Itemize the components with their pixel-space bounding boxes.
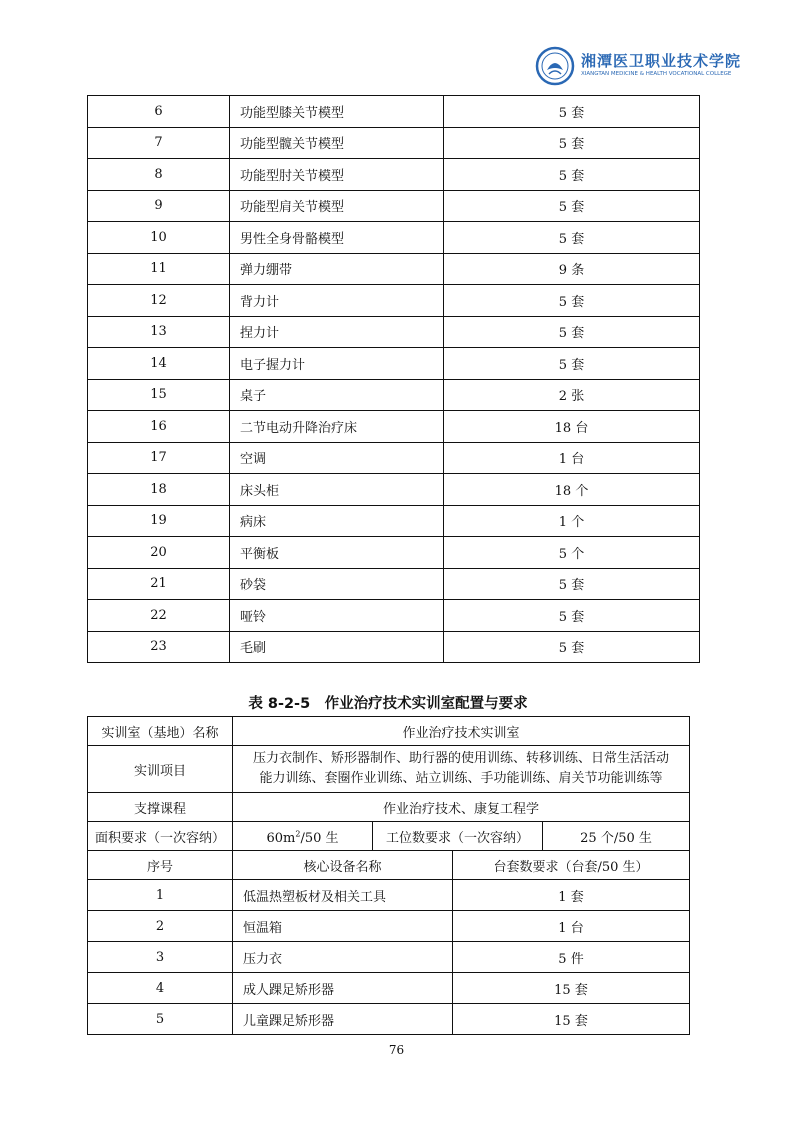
table-row	[88, 411, 700, 443]
equipment-name: 成人踝足矫形器	[233, 973, 453, 1004]
equipment-quantity: 5 件	[453, 942, 690, 973]
table-row	[88, 316, 700, 348]
table-row	[88, 537, 700, 569]
row-number: 23	[88, 631, 230, 663]
table-row	[88, 880, 690, 911]
equipment-quantity: 15 套	[453, 973, 690, 1004]
equipment-name: 男性全身骨骼模型	[230, 222, 444, 254]
table-row	[88, 793, 690, 822]
college-emblem-icon	[535, 46, 575, 86]
equipment-quantity: 5 个	[444, 537, 700, 569]
row-number: 20	[88, 537, 230, 569]
area-label: 面积要求（一次容纳）	[88, 822, 233, 851]
table-row	[88, 159, 700, 191]
table-row	[88, 505, 700, 537]
area-value	[233, 822, 373, 851]
equipment-name: 恒温箱	[233, 911, 453, 942]
row-number: 18	[88, 474, 230, 506]
table-row	[88, 822, 690, 851]
row-number: 16	[88, 411, 230, 443]
equipment-quantity: 5 套	[444, 285, 700, 317]
equipment-name: 二节电动升降治疗床	[230, 411, 444, 443]
row-number: 6	[88, 96, 230, 128]
table-caption: 表 8-2-5 作业治疗技术实训室配置与要求	[248, 696, 528, 712]
project-line-2: 能力训练、套圈作业训练、站立训练、手功能训练、肩关节功能训练等	[259, 771, 663, 786]
equipment-name: 弹力绷带	[230, 253, 444, 285]
area-superscript: 2	[295, 829, 301, 839]
equipment-name: 砂袋	[230, 568, 444, 600]
table-row	[88, 285, 700, 317]
col-header-no: 序号	[88, 851, 233, 880]
table-row	[88, 253, 700, 285]
project-line-1: 压力衣制作、矫形器制作、助行器的使用训练、转移训练、日常生活活动	[253, 751, 670, 766]
table-row	[88, 379, 700, 411]
table-row	[88, 442, 700, 474]
equipment-name: 毛刷	[230, 631, 444, 663]
course-label: 支撑课程	[88, 793, 233, 822]
project-label: 实训项目	[88, 746, 233, 793]
row-number: 9	[88, 190, 230, 222]
equipment-table-continued	[87, 95, 700, 663]
equipment-name: 电子握力计	[230, 348, 444, 380]
equipment-quantity: 5 套	[444, 600, 700, 632]
table-row	[88, 1004, 690, 1035]
equipment-name: 床头柜	[230, 474, 444, 506]
equipment-quantity: 15 套	[453, 1004, 690, 1035]
table-row	[88, 568, 700, 600]
area-number: 60m	[266, 830, 296, 846]
equipment-quantity: 2 张	[444, 379, 700, 411]
equipment-name: 平衡板	[230, 537, 444, 569]
equipment-quantity: 1 台	[444, 442, 700, 474]
equipment-quantity: 5 套	[444, 348, 700, 380]
row-number: 15	[88, 379, 230, 411]
row-number: 8	[88, 159, 230, 191]
equipment-quantity: 5 套	[444, 222, 700, 254]
table-row	[88, 746, 690, 793]
table-header-row	[88, 851, 690, 880]
row-number: 17	[88, 442, 230, 474]
row-number: 7	[88, 127, 230, 159]
equipment-quantity: 5 套	[444, 96, 700, 128]
equipment-name: 压力衣	[233, 942, 453, 973]
equipment-name: 背力计	[230, 285, 444, 317]
table-row	[88, 911, 690, 942]
row-number: 14	[88, 348, 230, 380]
college-logo	[535, 44, 775, 88]
table-row	[88, 348, 700, 380]
row-number: 13	[88, 316, 230, 348]
table-row	[88, 127, 700, 159]
equipment-name: 功能型肘关节模型	[230, 159, 444, 191]
row-number: 1	[88, 880, 233, 911]
table-row	[88, 631, 700, 663]
col-header-qty: 台套数要求（台套/50 生）	[453, 851, 690, 880]
equipment-name: 哑铃	[230, 600, 444, 632]
row-number: 19	[88, 505, 230, 537]
equipment-quantity: 9 条	[444, 253, 700, 285]
college-name: 湘潭医卫职业技术学院	[581, 52, 742, 70]
equipment-quantity: 5 套	[444, 127, 700, 159]
room-value: 作业治疗技术实训室	[233, 717, 690, 746]
equipment-quantity: 1 台	[453, 911, 690, 942]
row-number: 3	[88, 942, 233, 973]
table-row	[88, 973, 690, 1004]
equipment-name: 病床	[230, 505, 444, 537]
project-value	[233, 746, 690, 793]
station-label: 工位数要求（一次容纳）	[373, 822, 543, 851]
college-name-en: XIANGTAN MEDICINE & HEALTH VOCATIONAL COLLEGE	[581, 71, 732, 77]
row-number: 5	[88, 1004, 233, 1035]
equipment-quantity: 5 套	[444, 159, 700, 191]
course-value: 作业治疗技术、康复工程学	[233, 793, 690, 822]
row-number: 21	[88, 568, 230, 600]
equipment-quantity: 5 套	[444, 631, 700, 663]
col-header-name: 核心设备名称	[233, 851, 453, 880]
table-row	[88, 600, 700, 632]
equipment-name: 低温热塑板材及相关工具	[233, 880, 453, 911]
equipment-name: 功能型肩关节模型	[230, 190, 444, 222]
row-number: 2	[88, 911, 233, 942]
equipment-name: 功能型膝关节模型	[230, 96, 444, 128]
area-unit: /50 生	[300, 830, 339, 846]
row-number: 22	[88, 600, 230, 632]
table-row	[88, 474, 700, 506]
equipment-name: 功能型髋关节模型	[230, 127, 444, 159]
table-row	[88, 222, 700, 254]
equipment-quantity: 5 套	[444, 568, 700, 600]
table-row	[88, 190, 700, 222]
table-row	[88, 942, 690, 973]
equipment-quantity: 18 个	[444, 474, 700, 506]
row-number: 4	[88, 973, 233, 1004]
table-row	[88, 96, 700, 128]
equipment-quantity: 18 台	[444, 411, 700, 443]
equipment-quantity: 5 套	[444, 190, 700, 222]
row-number: 12	[88, 285, 230, 317]
equipment-name: 儿童踝足矫形器	[233, 1004, 453, 1035]
room-label: 实训室（基地）名称	[88, 717, 233, 746]
equipment-quantity: 1 个	[444, 505, 700, 537]
equipment-name: 空调	[230, 442, 444, 474]
row-number: 11	[88, 253, 230, 285]
table-row	[88, 717, 690, 746]
equipment-quantity: 5 套	[444, 316, 700, 348]
equipment-name: 捏力计	[230, 316, 444, 348]
page-number: 76	[388, 1043, 405, 1057]
station-value: 25 个/50 生	[543, 822, 690, 851]
equipment-name: 桌子	[230, 379, 444, 411]
ot-lab-config-table	[87, 716, 690, 1035]
row-number: 10	[88, 222, 230, 254]
equipment-quantity: 1 套	[453, 880, 690, 911]
